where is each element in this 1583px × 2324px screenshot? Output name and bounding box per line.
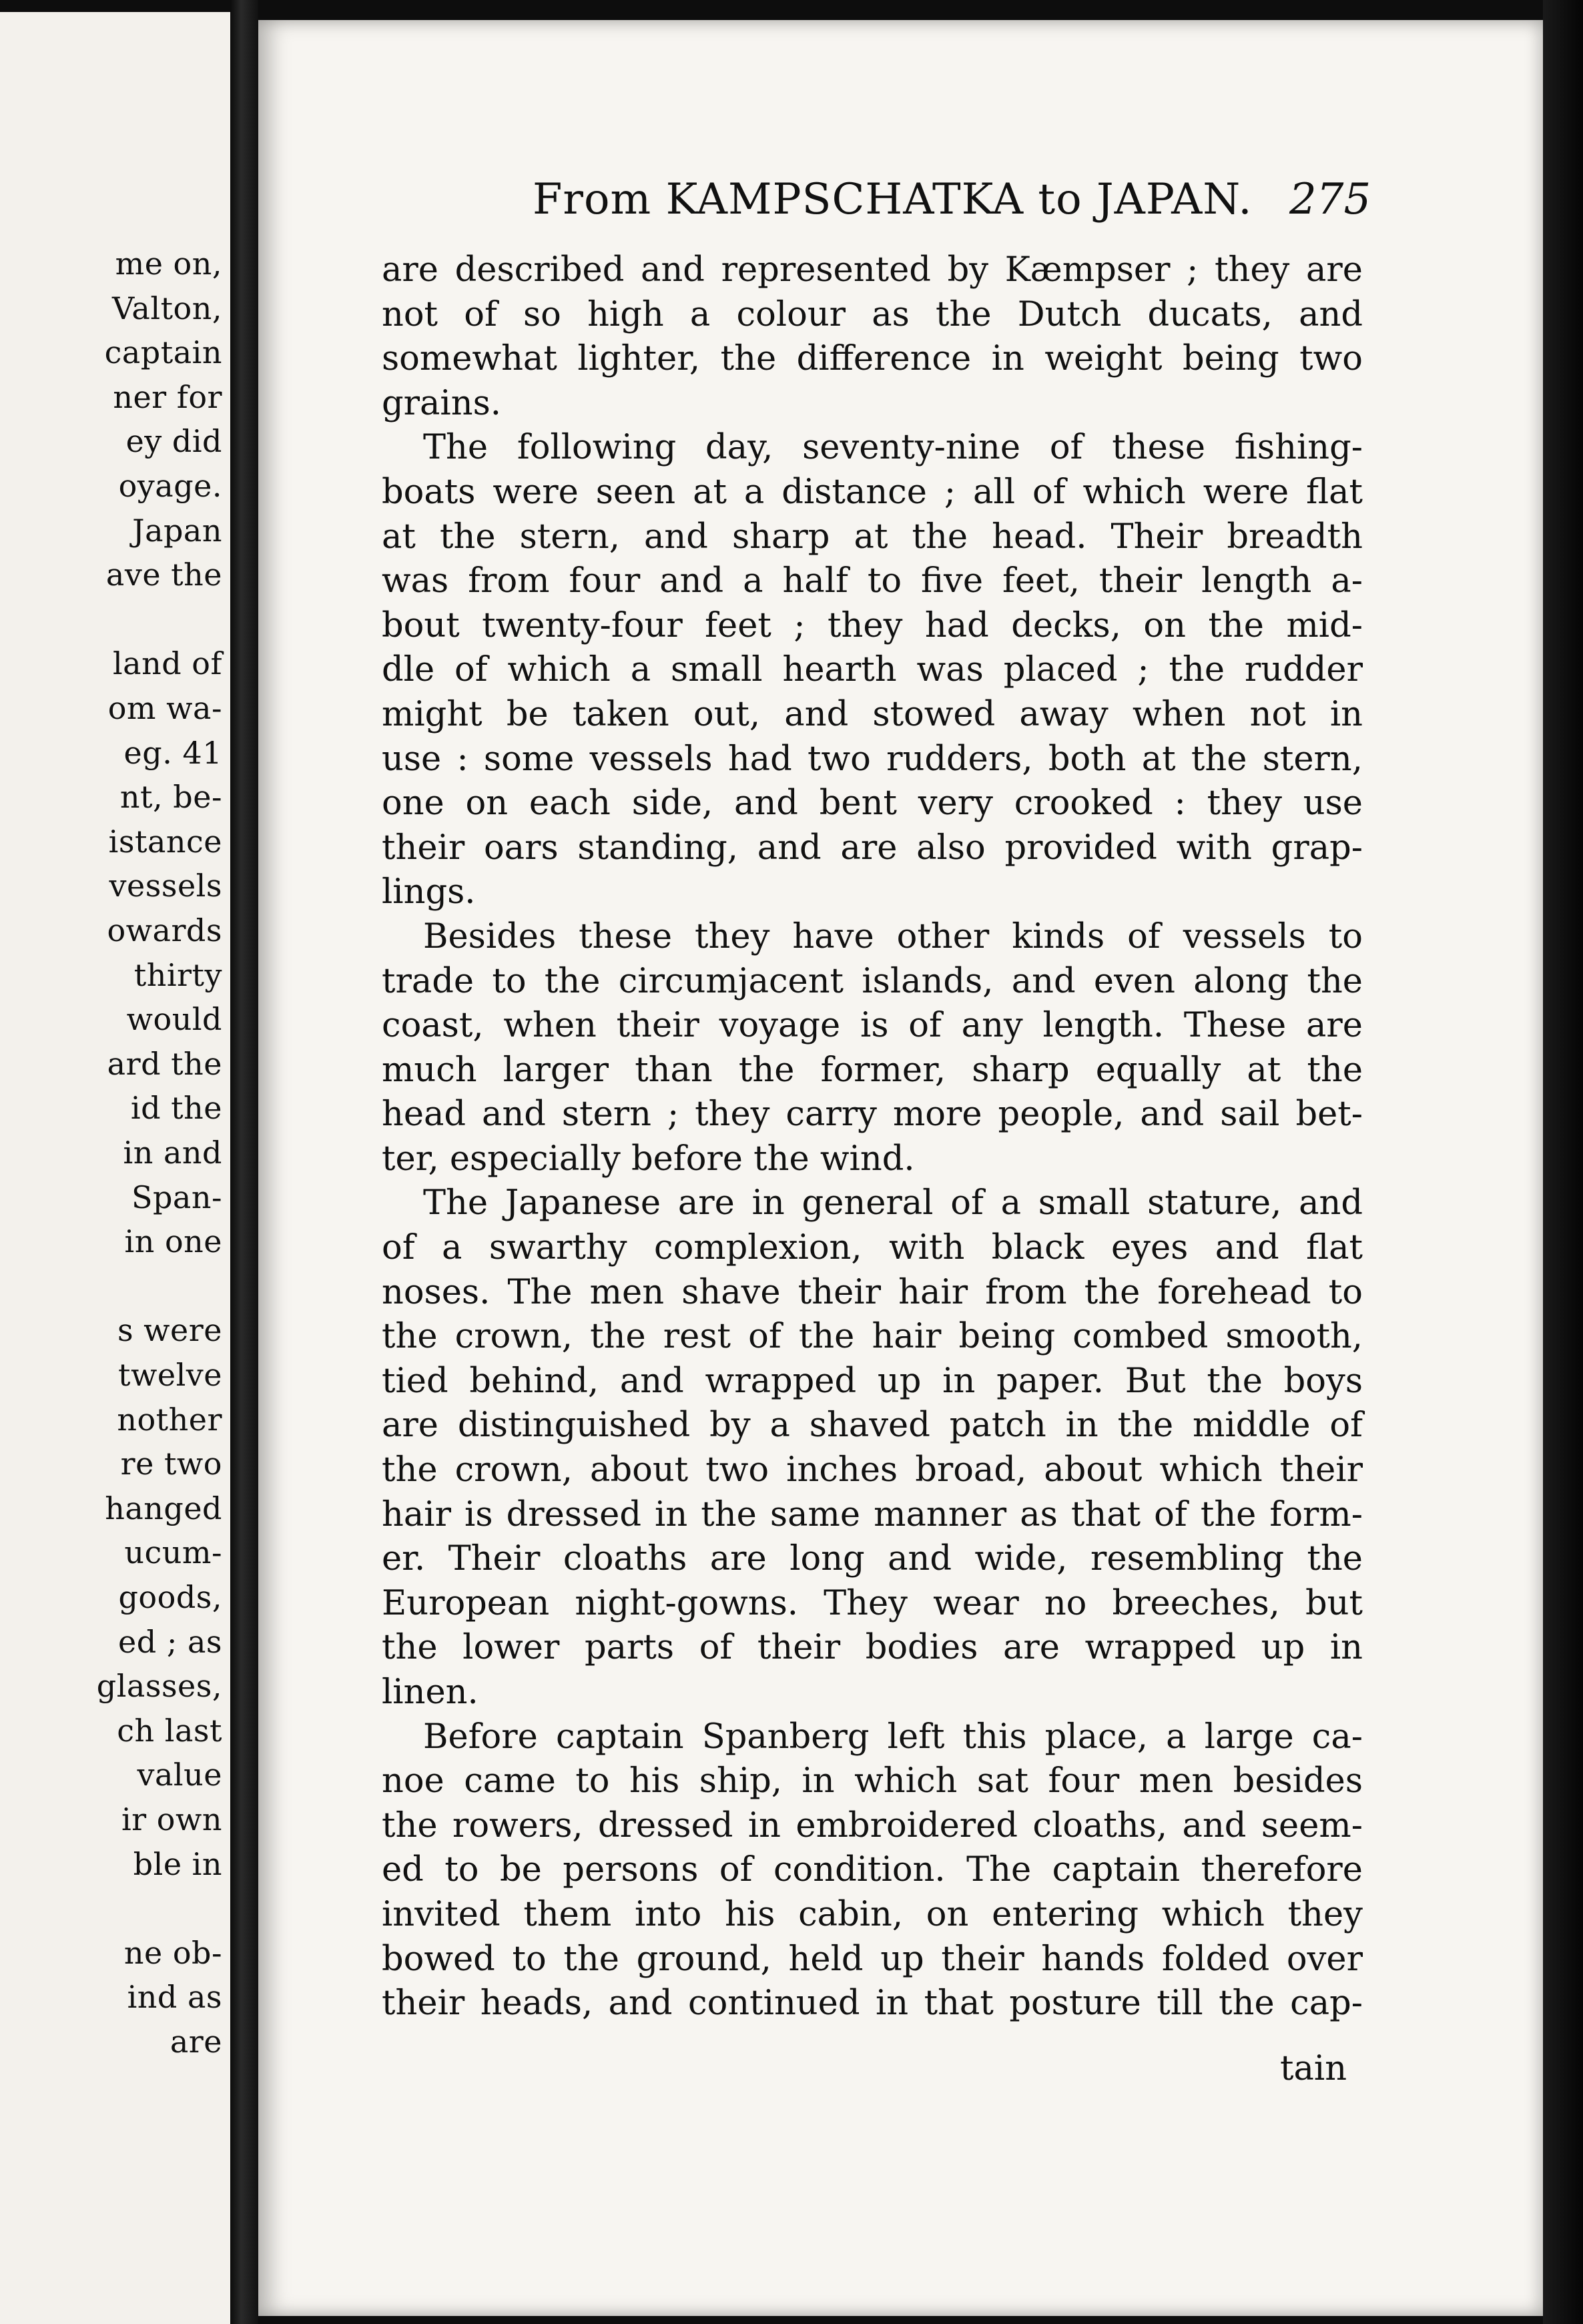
text-line: bout twenty-four feet ; they had decks, on the mid- xyxy=(382,605,1363,645)
catchword: tain xyxy=(1280,2049,1347,2088)
body-text xyxy=(382,248,1363,2026)
running-header: From KAMPSCHATKA to JAPAN. xyxy=(533,175,1253,224)
left-page-fragment: oyage. xyxy=(118,468,222,504)
left-page-fragment: nother xyxy=(117,1401,222,1438)
left-page-fragment: thirty xyxy=(133,956,222,993)
left-page-fragment: owards xyxy=(107,912,222,948)
left-page-fragment: ch last xyxy=(117,1712,222,1749)
left-page-fragment: ard the xyxy=(107,1045,222,1082)
left-page-fragment: hanged xyxy=(105,1490,222,1526)
left-page-fragment: ble in xyxy=(133,1845,222,1882)
left-page-fragment: ind as xyxy=(127,1979,222,2016)
left-page-fragment: ir own xyxy=(121,1801,222,1837)
left-page-fragment: vessels xyxy=(109,868,222,904)
left-page-fragment: ed ; as xyxy=(118,1623,222,1660)
left-page-fragment: ucum- xyxy=(124,1534,222,1571)
text-line: at the stern, and sharp at the head. Their breadth xyxy=(382,517,1363,557)
text-line: was from four and a half to five feet, their length a- xyxy=(382,561,1363,601)
left-page-fragment: Span- xyxy=(131,1179,222,1215)
text-line: might be taken out, and stowed away when not in xyxy=(382,694,1363,734)
text-line: linen. xyxy=(382,1673,479,1712)
text-line: lings. xyxy=(382,872,476,912)
text-line: the crown, about two inches broad, about which their xyxy=(382,1450,1363,1490)
text-line: The following day, seventy-nine of these fishing- xyxy=(423,428,1363,468)
text-line: their heads, and continued in that posture till the cap- xyxy=(382,1984,1363,2024)
text-line: invited them into his cabin, on entering which they xyxy=(382,1894,1363,1934)
text-line: ter, especially before the wind. xyxy=(382,1139,915,1179)
left-page-fragment: in and xyxy=(123,1135,222,1171)
text-line: one on each side, and bent very crooked : they use xyxy=(382,784,1363,824)
left-page-fragment: om wa- xyxy=(107,690,222,726)
left-page-fragment: captain xyxy=(104,334,222,371)
text-line: noses. The men shave their hair from the forehead to xyxy=(382,1272,1363,1312)
left-page-edge xyxy=(0,12,234,2324)
text-line: The Japanese are in general of a small stature, and xyxy=(423,1183,1363,1223)
left-page-fragment: are xyxy=(170,2024,222,2060)
text-line: boats were seen at a distance ; all of which were flat xyxy=(382,472,1363,512)
left-page-fragment: eg. 41 xyxy=(123,734,222,771)
left-page-fragment: land of xyxy=(112,645,222,682)
text-line: ed to be persons of condition. The captain therefore xyxy=(382,1850,1363,1890)
text-line: European night-gowns. They wear no breeches, but xyxy=(382,1583,1363,1623)
text-line: hair is dressed in the same manner as that of the form- xyxy=(382,1494,1363,1534)
text-line: grains. xyxy=(382,383,501,423)
left-page-fragment: s were xyxy=(117,1312,222,1349)
text-line: the crown, the rest of the hair being combed smooth, xyxy=(382,1317,1363,1357)
page-number: 275 xyxy=(1289,175,1371,224)
text-line: head and stern ; they carry more people, and sail bet- xyxy=(382,1095,1363,1135)
left-page-fragment: ner for xyxy=(113,378,222,415)
right-page-edge xyxy=(1543,0,1583,2324)
text-line: coast, when their voyage is of any length. These are xyxy=(382,1006,1363,1046)
text-line: noe came to his ship, in which sat four men besides xyxy=(382,1761,1363,1801)
left-page-fragment: glasses, xyxy=(96,1668,222,1705)
text-line: are distinguished by a shaved patch in the middle of xyxy=(382,1406,1363,1446)
left-page-fragment: Japan xyxy=(132,512,222,549)
text-line: somewhat lighter, the difference in weight being two xyxy=(382,339,1363,379)
text-line: Before captain Spanberg left this place, a large ca- xyxy=(423,1717,1363,1757)
text-line: trade to the circumjacent islands, and even along the xyxy=(382,961,1363,1001)
left-page-fragment: in one xyxy=(124,1223,222,1260)
left-page-fragment: me on, xyxy=(115,246,222,282)
left-page-fragment: ey did xyxy=(125,423,222,460)
text-line: Besides these they have other kinds of vessels to xyxy=(423,916,1363,956)
left-page-fragment: nt, be- xyxy=(119,779,222,816)
text-line: not of so high a colour as the Dutch ducats, and xyxy=(382,294,1363,334)
left-page-fragment: value xyxy=(137,1757,222,1793)
text-line: of a swarthy complexion, with black eyes and flat xyxy=(382,1228,1363,1268)
left-page-fragment: Valton, xyxy=(111,290,222,326)
left-page-fragment: goods, xyxy=(118,1579,222,1615)
book-gutter xyxy=(230,0,258,2324)
text-line: bowed to the ground, held up their hands folded over xyxy=(382,1939,1363,1979)
text-line: tied behind, and wrapped up in paper. But the boys xyxy=(382,1361,1363,1401)
text-line: their oars standing, and are also provided with grap- xyxy=(382,828,1363,868)
text-line: dle of which a small hearth was placed ; the rudder xyxy=(382,650,1363,690)
left-page-fragment: istance xyxy=(108,823,222,860)
left-page-fragment: twelve xyxy=(117,1357,222,1393)
text-line: er. Their cloaths are long and wide, resembling the xyxy=(382,1539,1363,1579)
left-page-fragment: re two xyxy=(120,1446,222,1482)
left-page-fragment: would xyxy=(126,1001,222,1038)
text-line: the lower parts of their bodies are wrapped up in xyxy=(382,1628,1363,1668)
left-page-fragment: ave the xyxy=(105,557,222,593)
text-line: are described and represented by Kæmpser ; they are xyxy=(382,250,1363,290)
left-page-fragment: ne ob- xyxy=(123,1934,222,1971)
text-line: use : some vessels had two rudders, both at the stern, xyxy=(382,739,1363,779)
left-page-fragment: id the xyxy=(130,1090,222,1127)
text-line: the rowers, dressed in embroidered cloaths, and seem- xyxy=(382,1805,1363,1845)
text-line: much larger than the former, sharp equally at the xyxy=(382,1050,1363,1090)
